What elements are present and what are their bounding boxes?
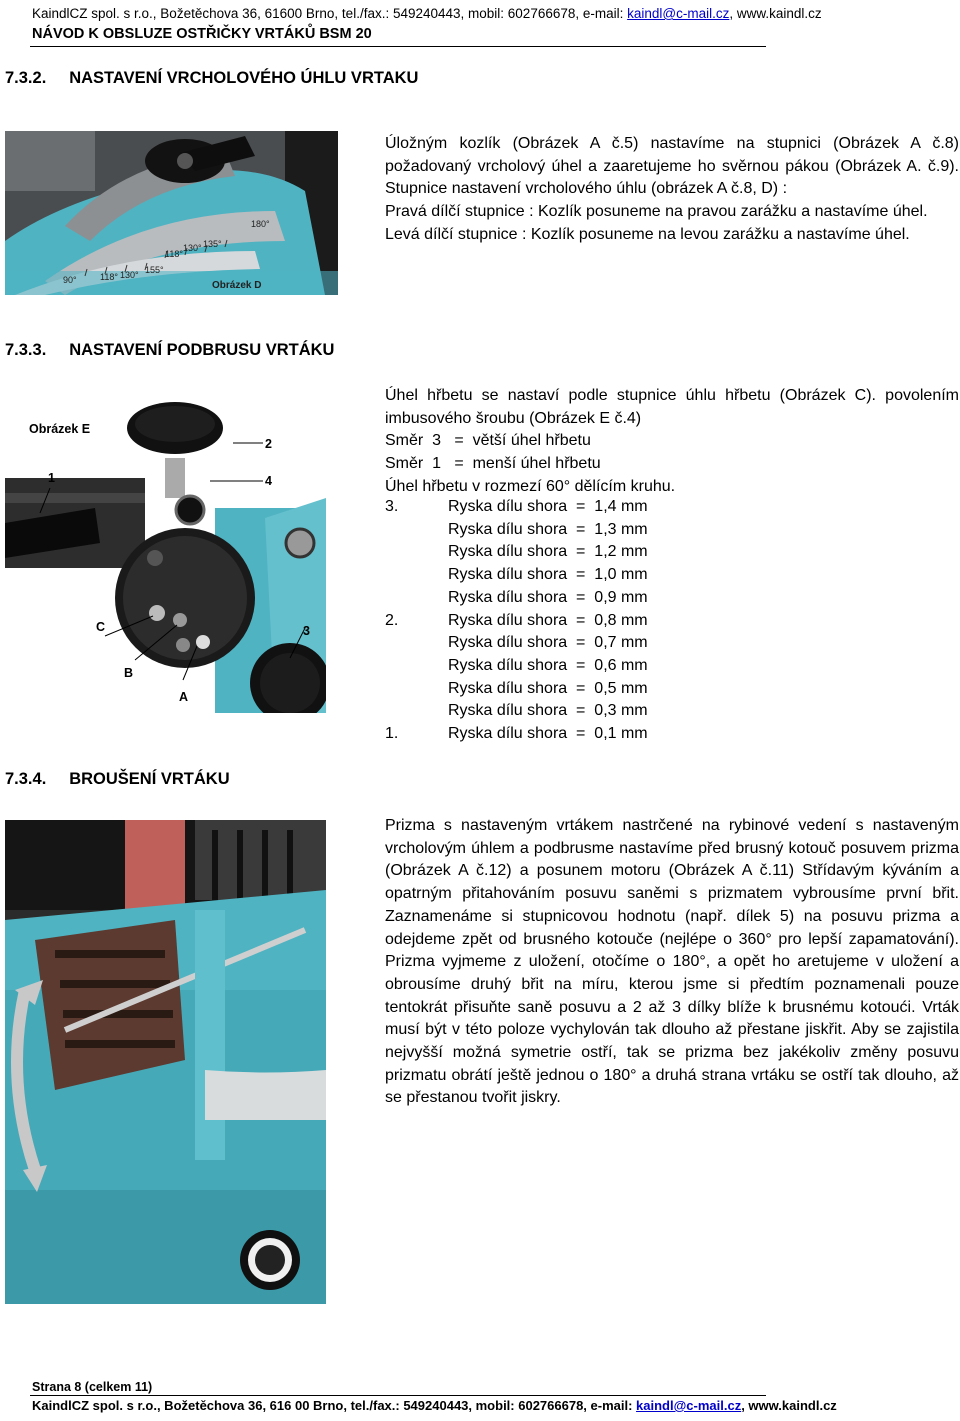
scale-mark-118-lower: 118°: [100, 272, 118, 282]
section-733-line-1: Úhel hřbetu se nastaví podle stupnice úhlu hřbetu (Obrázek C). povolením: [385, 387, 959, 404]
section-734-heading: 7.3.4. BROUŠENÍ VRTÁKU: [5, 770, 230, 788]
callout-1: 1: [48, 471, 55, 485]
callout-a: A: [179, 690, 189, 704]
section-733-line-3: Směr 3 = větší úhel hřbetu: [385, 432, 591, 450]
photo-relief-setting-graphic: [5, 398, 326, 713]
figure-e-label: Obrázek E: [29, 422, 91, 436]
section-733-line-4: Směr 1 = menší úhel hřbetu: [385, 455, 601, 473]
section-733-heading: 7.3.3. NASTAVENÍ PODBRUSU VRTÁKU: [5, 341, 335, 359]
scale-mark-118-upper: 118°: [165, 249, 183, 259]
section-732-line-2: požadovaný vrcholový úhel a zaaretujeme ho svěrnou pákou (Obrázek A. č.9).: [385, 157, 959, 175]
scale-mark-130-upper: 130°: [183, 243, 202, 253]
section-732-line-3: Stupnice nastavení vrcholového úhlu (obrázek A č.8, D) :: [385, 180, 788, 198]
photo-angle-scale: [5, 131, 338, 295]
callout-3: 3: [303, 624, 310, 638]
scale-mark-130-lower: 130°: [120, 270, 139, 280]
scale-mark-180: 180°: [251, 219, 270, 229]
header-company-line: [32, 6, 822, 21]
section-732-line-1: Úložným kozlík (Obrázek A č.5) nastavíme na stupnici (Obrázek A č.8): [385, 135, 959, 152]
section-733-line-5: Úhel hřbetu v rozmezí 60° dělícím kruhu.: [385, 477, 676, 495]
section-732-heading: 7.3.2. NASTAVENÍ VRCHOLOVÉHO ÚHLU VRTAKU: [5, 69, 419, 87]
section-732-line-5: Levá dílčí stupnice : Kozlík posuneme na levou zarážku a nastavíme úhel.: [385, 225, 910, 243]
header-company-text: KaindlCZ spol. s r.o., Božetěchova 36, 61600 Brno, tel./fax.: 549240443, mobil: 602766678, e-mail:: [32, 6, 628, 21]
footer-page-number: Strana 8 (celkem 11): [32, 1380, 153, 1394]
section-734-paragraph: Prizma s nastaveným vrtákem nastrčené na rybinové vedení s nastaveným vrcholovým úhlem a podbrusme nastavíme před brusný kotouč posuvem prizma (Obrázek A č.12) a posunem motoru (Obrázek A č.11) Střídavým kýváním a opatrným přitahováním posuvu saněmi s prizmatem vybrousíme první břit. Zaznamenáme si stupnicovou hodnotu (např. dílek 5) na posuvu prizma a odejdeme zpět od brusného kotouče (nejlépe o 360° pro lepší zapamatování). Prizma vyjmeme z uložení, otočíme o 180°, a opět ho aretujeme v uložení a obrousíme druhý břit na míru, kterou jsme si předtím poznamenali pouze tentokrát přisuňte saně posuvu a 2 až 3 dílky blíže k brusnému kotoući. Vrták musí být v této poloze vychylován tak dlouho až přestane jiskřit. Aby se zajistila nejvyšší možná symetrie ostří, tak se prizma bez jakékoliv změny posuvu prizmatu obrátí ještě jednou o 180° a druhá strana vrtáku se ostří tak dlouho, až se přestanou tvořit jiskry.: [385, 817, 959, 1107]
callout-4: 4: [265, 474, 272, 488]
photo-relief-setting: [5, 398, 326, 713]
section-733-intro: [385, 385, 959, 499]
relief-spec-list: 3. Ryska dílu shora = 1,4 mm Ryska dílu shora = 1,3 mm Ryska dílu shora = 1,2 mm Ryska dílu shora = 1,0 mm Ryska dílu shora = 0,9 mm 2. Ryska dílu shora = 0,8 mm Ryska dílu shora = 0,7 mm Ryska dílu shora = 0,6 mm Ryska dílu shora = 0,5 mm Ryska dílu shora = 0,3 mm 1. Ryska dílu shora = 0,1 mm: [385, 498, 648, 742]
scale-mark-135-upper: 135°: [203, 239, 222, 249]
footer-email-link[interactable]: kaindl@c-mail.cz: [636, 1398, 742, 1413]
photo-angle-scale-graphic: [5, 131, 338, 295]
header-rule: [30, 46, 766, 47]
photo-grinding-graphic: [5, 820, 326, 1304]
header-email-link[interactable]: kaindl@c-mail.cz: [627, 6, 730, 21]
footer-company-text: KaindlCZ spol. s r.o., Božetěchova 36, 616 00 Brno, tel./fax.: 549240443, mobil: 602766678, e-mail:: [32, 1398, 637, 1413]
scale-mark-90: 90°: [63, 275, 77, 285]
callout-c: C: [96, 620, 106, 634]
photo-grinding: [5, 820, 326, 1304]
scale-mark-155: 155°: [145, 265, 164, 275]
footer-rule: [30, 1395, 766, 1396]
section-733-line-2: imbusového šroubu (Obrázek E č.4): [385, 409, 642, 427]
header-doc-title: NÁVOD K OBSLUZE OSTŘIČKY VRTÁKŮ BSM 20: [32, 26, 372, 42]
callout-b: B: [124, 666, 134, 680]
callout-2: 2: [265, 437, 272, 451]
footer-web-text: , www.kaindl.cz: [741, 1398, 837, 1413]
header-web-text: , www.kaindl.cz: [729, 6, 822, 21]
section-732-line-4: Pravá dílčí stupnice : Kozlík posuneme na pravou zarážku a nastavíme úhel.: [385, 203, 928, 221]
footer-company-line: [32, 1398, 837, 1413]
section-732-paragraph: [385, 133, 959, 247]
figure-d-label: Obrázek D: [212, 280, 262, 291]
